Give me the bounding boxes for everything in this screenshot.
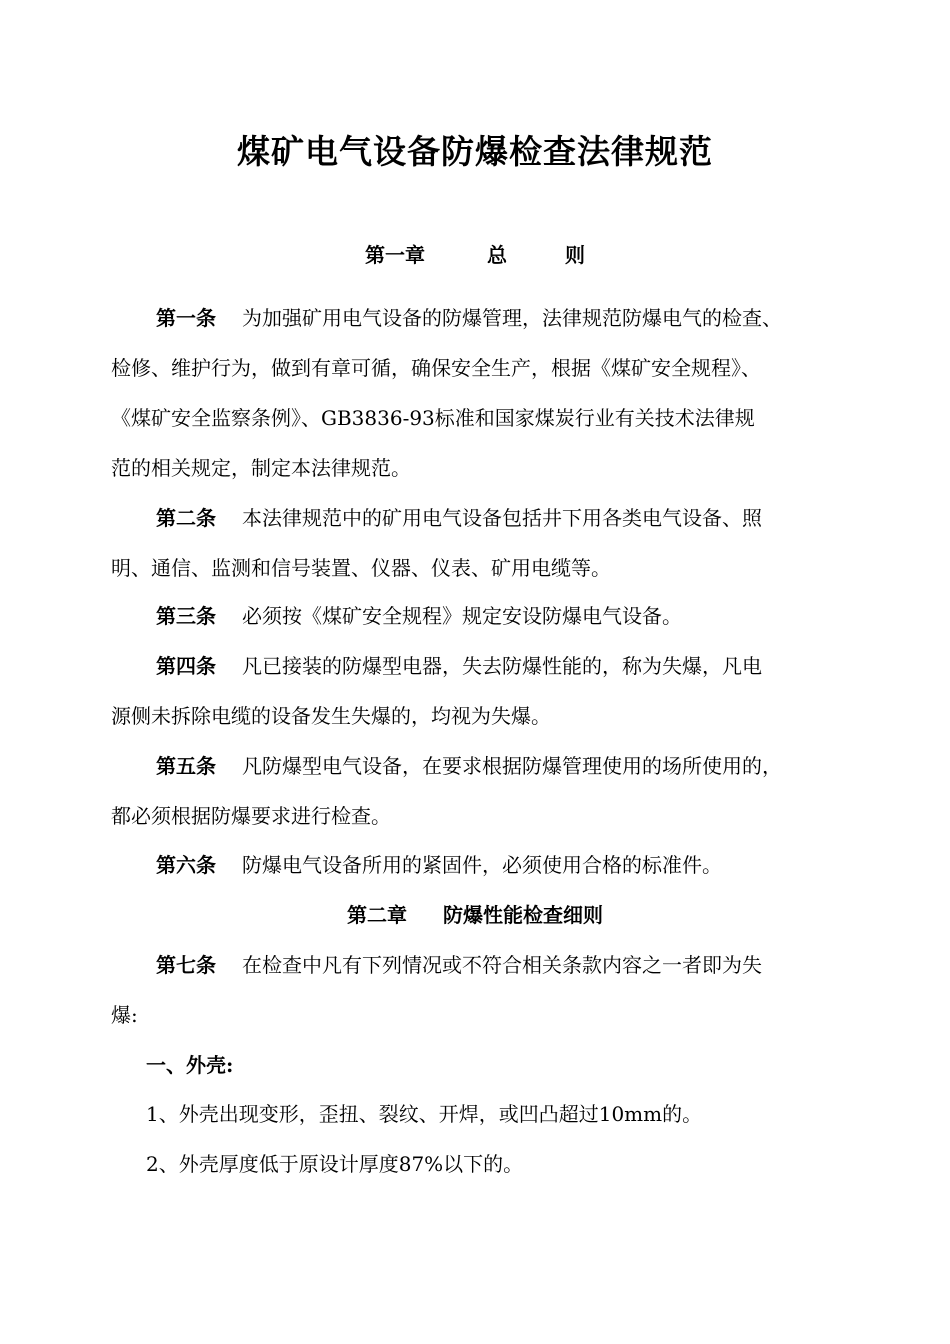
article-4-label: 第四条 — [156, 654, 216, 678]
article-6-line-1 — [156, 850, 722, 880]
article-1-line-2: 检修、维护行为，做到有章可循，确保安全生产，根据《煤矿安全规程》、 — [111, 356, 761, 380]
article-6-label: 第六条 — [156, 853, 216, 877]
article-4-text-1: 凡已接装的防爆型电器，失去防爆性能的，称为失爆，凡电 — [242, 654, 762, 678]
article-2-line-1 — [156, 503, 762, 533]
chapter-1-number: 第一章 — [365, 243, 425, 267]
article-5-text-1: 凡防爆型电气设备，在要求根据防爆管理使用的场所使用的， — [242, 754, 782, 778]
chapter-1-heading — [0, 240, 950, 270]
article-7-label: 第七条 — [156, 953, 216, 977]
article-4-line-1 — [156, 651, 762, 681]
article-3-line-1 — [156, 601, 682, 631]
article-5-label: 第五条 — [156, 754, 216, 778]
article-7-line-2: 爆: — [111, 1003, 138, 1027]
article-1-label: 第一条 — [156, 306, 216, 330]
article-6-text-1: 防爆电气设备所用的紧固件，必须使用合格的标准件。 — [242, 853, 722, 877]
section-1-item-2: 2、外壳厚度低于原设计厚度87%以下的。 — [146, 1152, 524, 1176]
document-title: 煤矿电气设备防爆检查法律规范 — [237, 132, 713, 171]
article-3-text-1: 必须按《煤矿安全规程》规定安设防爆电气设备。 — [242, 604, 682, 628]
article-2-text-1: 本法律规范中的矿用电气设备包括井下用各类电气设备、照 — [242, 506, 762, 530]
article-1-text-1: 为加强矿用电气设备的防爆管理，法律规范防爆电气的检查、 — [242, 306, 782, 330]
article-1-line-4: 范的相关规定，制定本法律规范。 — [111, 456, 411, 480]
article-2-line-2: 明、通信、监测和信号装置、仪器、仪表、矿用电缆等。 — [111, 556, 611, 580]
article-5-line-2: 都必须根据防爆要求进行检查。 — [111, 804, 391, 828]
article-2-label: 第二条 — [156, 506, 216, 530]
article-1-line-1 — [156, 303, 782, 333]
chapter-2-heading — [0, 900, 950, 930]
chapter-1-name-part1: 总 — [487, 243, 507, 267]
article-3-label: 第三条 — [156, 604, 216, 628]
section-1-heading: 一、外壳: — [146, 1053, 234, 1077]
article-7-line-1 — [156, 950, 762, 980]
chapter-2-number: 第二章 — [347, 903, 407, 927]
chapter-1-name-part2: 则 — [565, 243, 585, 267]
article-1-line-3: 《煤矿安全监察条例》、GB3836-93标准和国家煤炭行业有关技术法律规 — [111, 406, 755, 430]
article-7-text-1: 在检查中凡有下列情况或不符合相关条款内容之一者即为失 — [242, 953, 762, 977]
article-5-line-1 — [156, 751, 782, 781]
chapter-2-name: 防爆性能检查细则 — [443, 903, 603, 927]
article-4-line-2: 源侧未拆除电缆的设备发生失爆的，均视为失爆。 — [111, 704, 551, 728]
section-1-item-1: 1、外壳出现变形，歪扭、裂纹、开焊，或凹凸超过10mm的。 — [146, 1102, 703, 1126]
